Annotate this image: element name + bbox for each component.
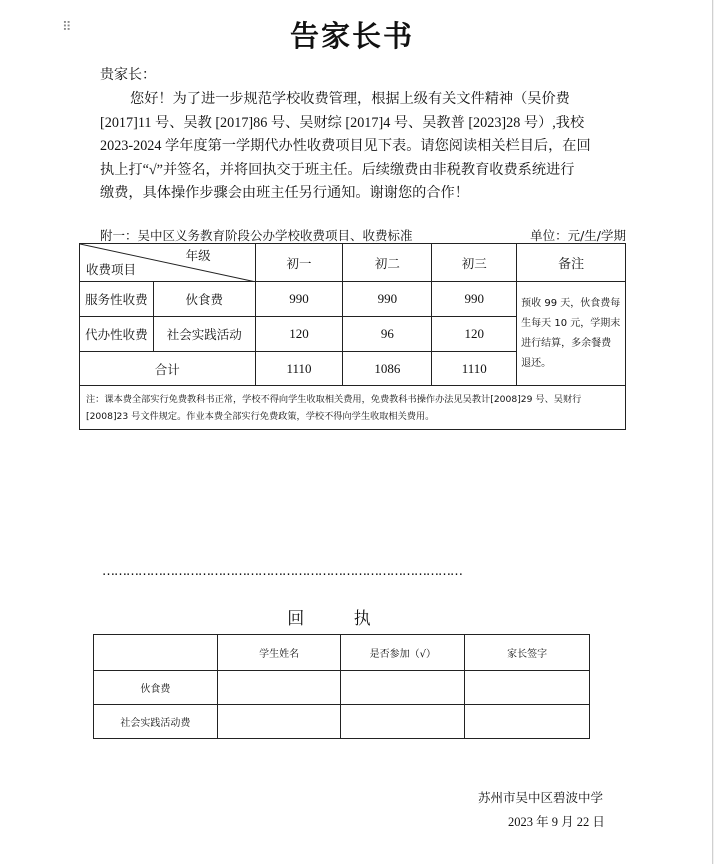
document-date: 2023 年 9 月 22 日 (508, 815, 605, 829)
student-name-field[interactable] (217, 705, 341, 739)
drag-handle-icon[interactable]: ⠿ (62, 20, 73, 35)
fee-category: 服务性收费 (80, 282, 154, 317)
parent-signature-field[interactable] (465, 705, 590, 739)
receipt-header: 是否参加（√） (341, 635, 465, 671)
body-line: [2017]11 号、吴教 [2017]86 号、吴财综 [2017]4 号、吴教普 [2023]28 号）,我校 (100, 114, 585, 131)
body-line: 您好！为了进一步规范学校收费管理，根据上级有关文件精神（吴价费 (130, 91, 570, 107)
receipt-header-empty (94, 635, 218, 671)
fee-item: 伙食费 (153, 282, 255, 317)
total-label: 合计 (80, 352, 256, 386)
body-line: 执上打“√”并签名，并将回执交于班主任。后续缴费由非税教育收费系统进行 (100, 161, 575, 178)
fee-item: 社会实践活动 (153, 317, 255, 352)
unit-label: 单位：元/生/学期 (530, 228, 626, 243)
letter-body (100, 88, 606, 206)
total-value: 1110 (432, 352, 517, 386)
body-line: 缴费，具体操作步骤会由班主任另行通知。谢谢您的合作！ (100, 185, 469, 201)
remark-header: 备注 (517, 244, 626, 282)
fee-category: 代办性收费 (80, 317, 154, 352)
remark-cell: 预收 99 天，伙食费每生每天 10 元，学期末进行结算，多余餐费退还。 (517, 282, 626, 386)
receipt-row (94, 671, 590, 705)
page-title: 告家长书 (289, 19, 414, 53)
receipt-title: 回 执 (287, 609, 393, 629)
receipt-item: 伙食费 (94, 671, 218, 705)
fee-item-label: 收费项目 (86, 262, 137, 277)
grade-header: 初一 (255, 244, 343, 282)
appendix-title: 附一：吴中区义务教育阶段公办学校收费项目、收费标准 (100, 228, 413, 243)
total-value: 1110 (255, 352, 343, 386)
fee-value: 990 (255, 282, 343, 317)
fee-header-row (80, 244, 626, 282)
fee-note-row (80, 386, 626, 430)
student-name-field[interactable] (217, 671, 341, 705)
school-signature: 苏州市吴中区碧波中学 (478, 790, 604, 805)
body-line: 2023-2024 学年度第一学期代办性收费项目见下表。请您阅读相关栏目后，在回 (100, 138, 591, 154)
total-value: 1086 (343, 352, 432, 386)
fee-value: 96 (343, 317, 432, 352)
grade-header: 初二 (343, 244, 432, 282)
participate-check-field[interactable] (341, 671, 465, 705)
fee-row (80, 282, 626, 317)
parent-signature-field[interactable] (465, 671, 590, 705)
receipt-header: 学生姓名 (217, 635, 341, 671)
receipt-item: 社会实践活动费 (94, 705, 218, 739)
cut-line: ……………………………………………………………………………… (102, 564, 462, 579)
participate-check-field[interactable] (341, 705, 465, 739)
receipt-header: 家长签字 (465, 635, 590, 671)
fee-value: 990 (432, 282, 517, 317)
fee-value: 120 (432, 317, 517, 352)
fee-note: 注：课本费全部实行免费教科书正常，学校不得向学生收取相关费用，免费教科书操作办法见吴教计[2008]29 号、吴财行 [2008]23 号文件规定。作业本费全部实行免费政策，学校不得向学生收取相关费用。 (80, 386, 626, 430)
grade-header: 初三 (432, 244, 517, 282)
fee-value: 120 (255, 317, 343, 352)
grade-label: 年级 (185, 248, 211, 263)
receipt-header-row (94, 635, 590, 671)
greeting: 贵家长： (100, 67, 156, 83)
receipt-row (94, 705, 590, 739)
fee-table (79, 243, 626, 430)
diagonal-header-cell (80, 244, 256, 282)
receipt-table (93, 634, 590, 739)
fee-value: 990 (343, 282, 432, 317)
